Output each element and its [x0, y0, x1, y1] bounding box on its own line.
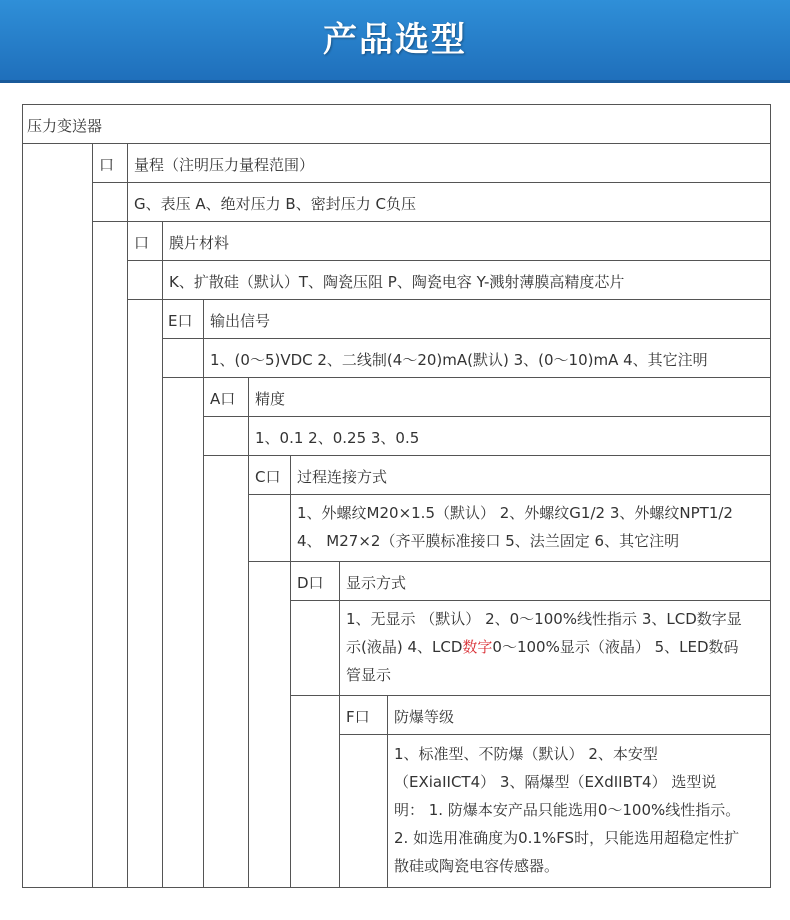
display-options: 1、无显示 （默认） 2、0～100%线性指示 3、LCD数字显 示(液晶) 4、LCD数字0～100%显示（液晶） 5、LED数码 管显示: [346, 610, 742, 684]
accuracy-label: 精度: [255, 390, 286, 408]
diaphragm-label: 膜片材料: [169, 234, 230, 252]
table-border: [22, 887, 771, 888]
row-divider: [203, 416, 771, 417]
row-divider: [22, 143, 771, 144]
output-options: 1、(0～5)VDC 2、二线制(4～20)mA(默认) 3、(0～10)mA 4、其它注明: [210, 351, 708, 369]
row-divider: [127, 260, 771, 261]
range-label: 量程（注明压力量程范围）: [134, 156, 315, 174]
column-divider: [162, 221, 163, 888]
diaphragm-code-box: 口: [134, 234, 150, 252]
row-divider: [92, 182, 771, 183]
pressure-type-options: G、表压 A、绝对压力 B、密封压力 C负压: [134, 195, 416, 213]
table-border: [22, 104, 23, 888]
connection-options: 1、外螺纹M20×1.5（默认） 2、外螺纹G1/2 3、外螺纹NPT1/2 4、 M27×2（齐平膜标准接口 5、法兰固定 6、其它注明: [297, 504, 733, 550]
explosion-code-box: F口: [346, 708, 370, 726]
row-divider: [203, 455, 771, 456]
row-divider: [248, 561, 771, 562]
column-divider: [290, 455, 291, 888]
row-divider: [127, 299, 771, 300]
explosion-options-and-notes: 1、标准型、不防爆（默认） 2、本安型 （EXiaIICT4） 3、隔爆型（EXdIIBT4） 选型说 明： 1. 防爆本安产品只能选用0～100%线性指示。 2. 如选用准确度为0.1%FS时，只能选用超稳定性扩 散硅或陶瓷电容传感器。: [394, 745, 741, 875]
range-code-box: 口: [99, 156, 115, 174]
column-divider: [387, 695, 388, 888]
row-divider: [162, 338, 771, 339]
display-code-box: D口: [297, 574, 324, 592]
highlight-text: 数字: [462, 638, 493, 656]
display-label: 显示方式: [346, 574, 407, 592]
explosion-label: 防爆等级: [394, 708, 455, 726]
connection-code-box: C口: [255, 468, 281, 486]
column-divider: [127, 143, 128, 888]
row-divider: [339, 734, 771, 735]
column-divider: [339, 561, 340, 888]
column-divider: [92, 143, 93, 888]
output-code-box: E口: [168, 312, 193, 330]
table-border: [22, 104, 771, 105]
diaphragm-options: K、扩散硅（默认）T、陶瓷压阻 P、陶瓷电容 Y-溅射薄膜高精度芯片: [169, 273, 625, 291]
row-divider: [248, 494, 771, 495]
row-divider: [290, 600, 771, 601]
row-divider: [162, 377, 771, 378]
accuracy-options: 1、0.1 2、0.25 3、0.5: [255, 429, 420, 447]
output-label: 输出信号: [210, 312, 271, 330]
row-divider: [92, 221, 771, 222]
product-name: 压力变送器: [27, 117, 103, 135]
row-divider: [290, 695, 771, 696]
accuracy-code-box: A口: [210, 390, 236, 408]
connection-label: 过程连接方式: [297, 468, 388, 486]
column-divider: [203, 299, 204, 888]
column-divider: [248, 377, 249, 888]
page-title: 产品选型: [323, 20, 467, 60]
